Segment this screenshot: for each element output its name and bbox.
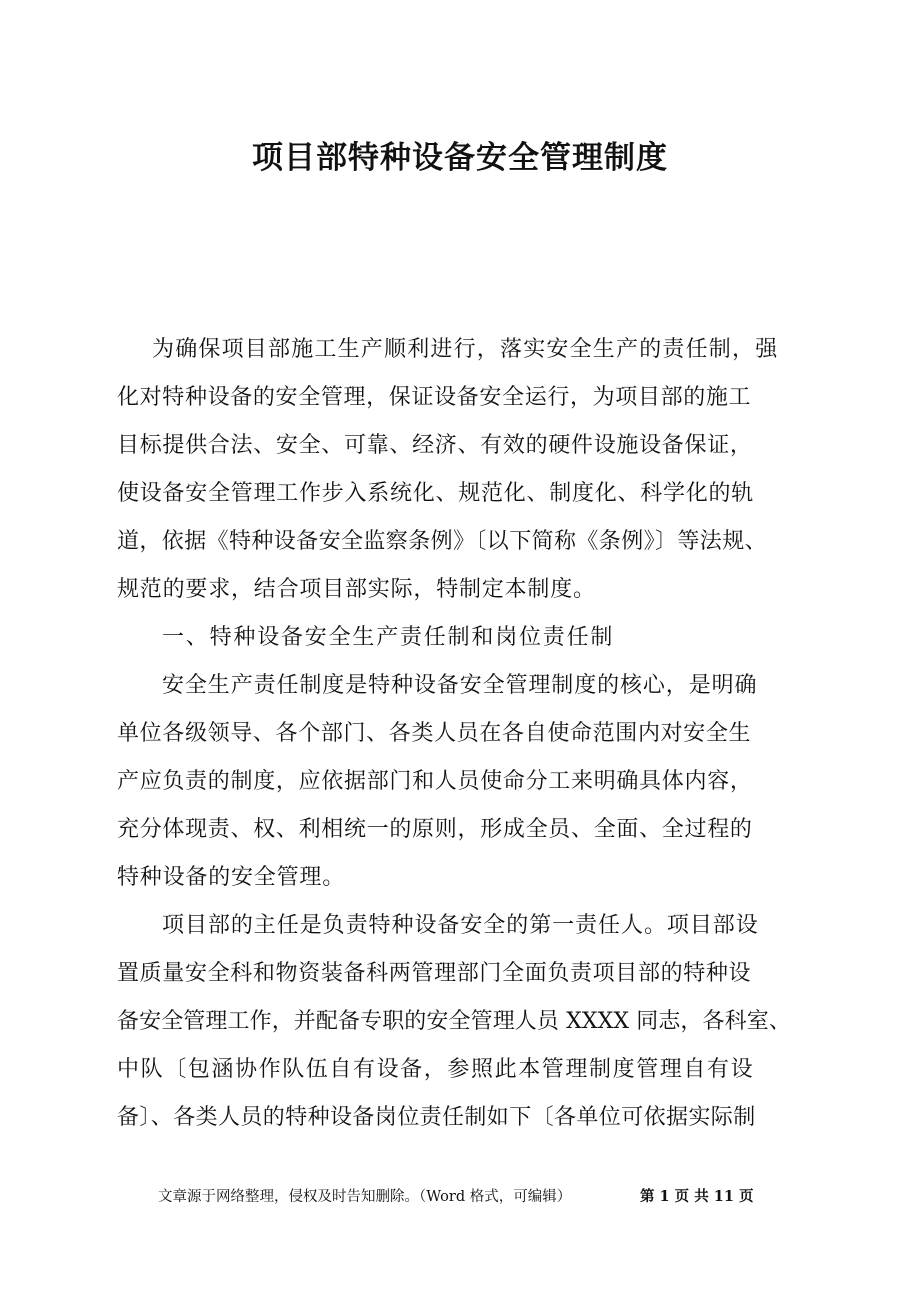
page-title: 项目部特种设备安全管理制度 <box>252 140 668 176</box>
paragraph-line: 置质量安全科和物资装备科两管理部门全面负责项目部的特种设 <box>117 961 752 986</box>
paragraph-line: 单位各级领导、各个部门、各类人员在各自使命范围内对安全生 <box>117 721 752 746</box>
paragraph-line: 使设备安全管理工作步入系统化、规范化、制度化、科学化的轨 <box>117 481 755 506</box>
paragraph-line: 充分体现责、权、利相统一的原则，形成全员、全面、全过程的 <box>117 817 753 842</box>
paragraph-line: 备〕、各类人员的特种设备岗位责任制如下〔各单位可依据实际制 <box>117 1105 756 1130</box>
paragraph-line: 化对特种设备的安全管理，保证设备安全运行，为项目部的施工 <box>117 385 752 410</box>
paragraph-line: 规范的要求，结合项目部实际，特制定本制度。 <box>117 577 596 602</box>
paragraph-line: 项目部的主任是负责特种设备安全的第一责任人。项目部设 <box>162 913 759 938</box>
paragraph-line: 道，依据《特种设备安全监察条例》〔以下简称《条例》〕等法规、 <box>117 529 768 554</box>
footer-page-info: 第 1 页 共 11 页 <box>640 1188 754 1205</box>
paragraph-line: 安全生产责任制度是特种设备安全管理制度的核心，是明确 <box>162 673 758 698</box>
paragraph-line: 特种设备的安全管理。 <box>117 865 346 890</box>
paragraph-line: 目标提供合法、安全、可靠、经济、有效的硬件设施设备保证， <box>117 433 753 458</box>
paragraph-line: 为确保项目部施工生产顺利进行，落实安全生产的责任制，强 <box>152 337 779 362</box>
footer-source-note: 文章源于网络整理，侵权及时告知删除。（Word 格式，可编辑） <box>158 1189 572 1205</box>
paragraph-line: 产应负责的制度，应依据部门和人员使命分工来明确具体内容， <box>117 769 753 794</box>
paragraph-line: 中队〔包涵协作队伍自有设备，参照此本管理制度管理自有设 <box>117 1057 755 1082</box>
section-heading: 一、特种设备安全生产责任制和岗位责任制 <box>162 625 615 650</box>
paragraph-line: 备安全管理工作，并配备专职的安全管理人员 XXXX 同志，各科室、 <box>117 1009 791 1034</box>
